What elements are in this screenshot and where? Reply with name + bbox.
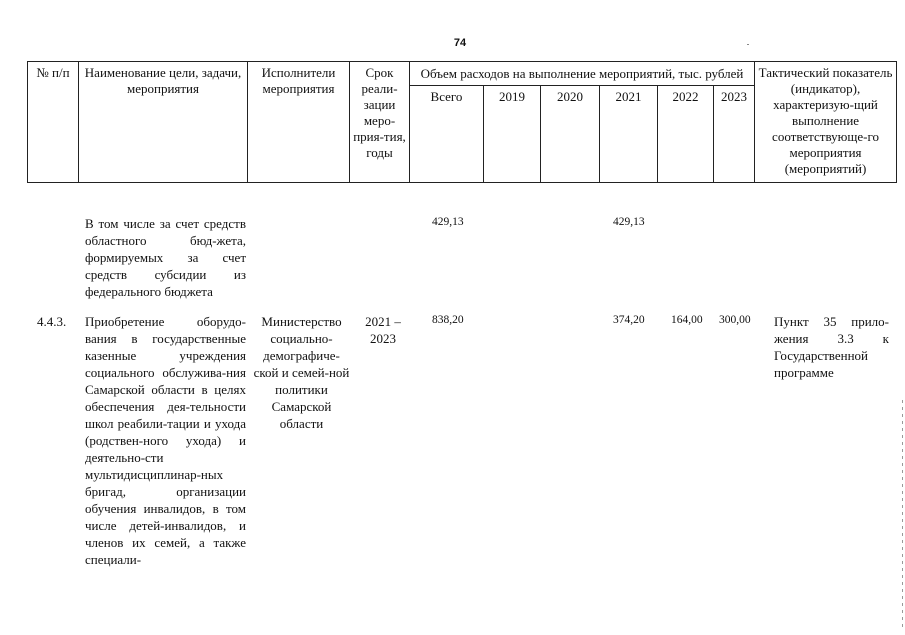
row-year-2021: 374,20 [613, 314, 645, 326]
scan-dot [747, 44, 749, 45]
header-year: 2021 [600, 86, 658, 183]
row-name: Приобретение оборудо-вания в государственные казенные учреждения социального обслужива-ния Самарской области в целях обеспечения дея-тельности школ реабили-тации и ухода (родствен-ного ухода) и деятельно-сти мультидисциплинар-ных бригад, организации обучения инвалидов, в том числе детей-инвалидов, и членов их семей, а также специали- [85, 314, 246, 567]
row-year-2021: 429,13 [613, 216, 645, 228]
header-year: 2020 [541, 86, 600, 183]
row-year-2022: 164,00 [671, 314, 703, 326]
header-year: 2023 [714, 86, 755, 183]
row-name: В том числе за счет средств областного бюд-жета, формируемых за счет средств субсидии из федерального бюджета [85, 216, 246, 299]
row-indicator: Пункт 35 прило-жения 3.3 к Государственной программе [774, 314, 889, 380]
header-volume: Объем расходов на выполнение мероприятий, тыс. рублей [410, 62, 755, 86]
header-total: Всего [410, 86, 484, 183]
row-total: 838,20 [432, 314, 464, 326]
row-year-2023: 300,00 [719, 314, 751, 326]
header-year: 2022 [658, 86, 714, 183]
row-total: 429,13 [432, 216, 464, 228]
row-executor: Министерство социально-демографиче-ской и семей-ной политики Самарской области [253, 314, 350, 431]
scan-edge [902, 400, 903, 630]
header-executor: Исполнители мероприятия [248, 62, 350, 183]
header-name: Наименование цели, задачи, мероприятия [79, 62, 248, 183]
header-indicator: Тактический показатель (индикатор), характеризую-щий выполнение соответствующе-го мероприятия (мероприятий) [755, 62, 897, 183]
header-num: № п/п [28, 62, 79, 183]
header-year: 2019 [484, 86, 541, 183]
header-term: Срок реали-зации меро-прия-тия, годы [350, 62, 410, 183]
row-num: 4.4.3. [37, 314, 67, 329]
table-header [27, 61, 897, 183]
page-number: 74 [453, 37, 467, 49]
row-term: 2021 – 2023 [365, 314, 401, 346]
